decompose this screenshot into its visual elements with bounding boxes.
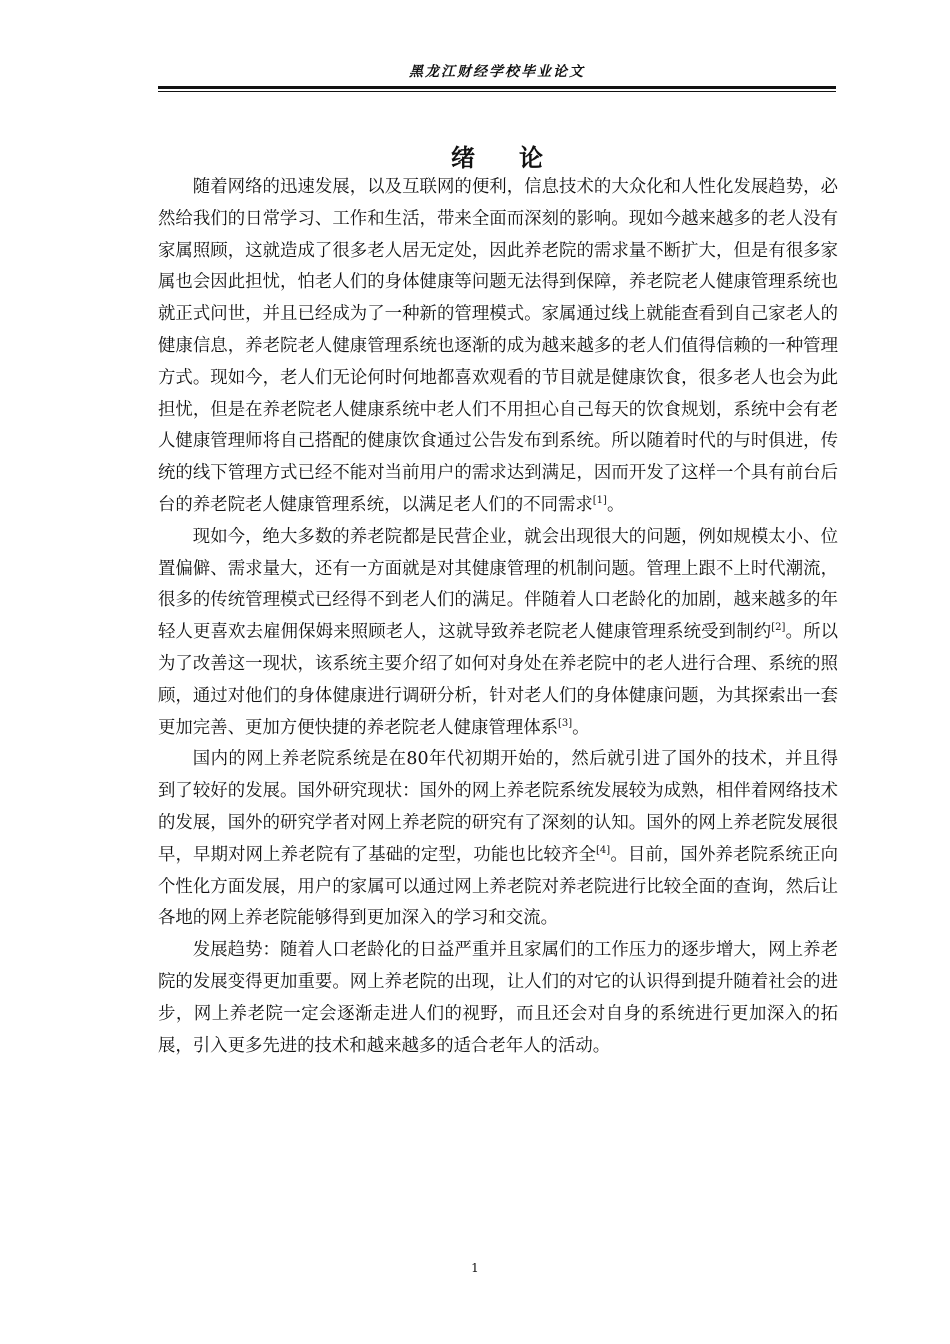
paragraph-1-text: 随着网络的迅速发展，以及互联网的便利，信息技术的大众化和人性化发展趋势，必然给我们的日常学习、工作和生活，带来全面而深刻的影响。现如今越来越多的老人没有家属照顾，这就造成了很多老人居无定处，因此养老院的需求量不断扩大，但是有很多家属也会因此担忧，怕老人们的身体健康等问题无法得到保障，养老院老人健康管理系统也就正式问世，并且已经成为了一种新的管理模式。家属通过线上就能查看到自己家老人的健康信息，养老院老人健康管理系统也逐渐的成为越来越多的老人们值得信赖的一种管理方式。现如今，老人们无论何时何地都喜欢观看的节目就是健康饮食，很多老人也会为此担忧，但是在养老院老人健康系统中老人们不用担心自己每天的饮食规划，系统中会有老人健康管理师将自己搭配的健康饮食通过公告发布到系统。所以随着时代的与时俱进，传统的线下管理方式已经不能对当前用户的需求达到满足，因而开发了这样一个具有前台后台的养老院老人健康管理系统，以满足老人们的不同需求 — [158, 177, 838, 515]
citation-1: [1] — [592, 495, 607, 507]
citation-4: [4] — [596, 844, 611, 856]
header-rule-thick — [158, 86, 836, 89]
chapter-title: 绪论 — [451, 143, 587, 172]
paragraph-1-tail: 。 — [606, 494, 625, 515]
header-rule-thin — [158, 91, 836, 92]
page-number: 1 — [471, 1261, 479, 1275]
citation-2: [2] — [771, 622, 786, 634]
paragraph-3-text: 国内的网上养老院系统是在80年代初期开始的，然后就引进了国外的技术，并且得到了较好的发展。国外研究现状：国外的网上养老院系统发展较为成熟，相伴着网络技术的发展，国外的研究学者对网上养老院的研究有了深刻的认知。国外的网上养老院发展很早，早期对网上养老院有了基础的定型，功能也比较齐全 — [158, 749, 838, 865]
paragraph-2-text: 现如今，绝大多数的养老院都是民营企业，就会出现很大的问题，例如规模太小、位置偏僻、需求量大，还有一方面就是对其健康管理的机制问题。管理上跟不上时代潮流，很多的传统管理模式已经得不到老人们的满足。伴随着人口老龄化的加剧，越来越多的年轻人更喜欢去雇佣保姆来照顾老人，这就导致养老院老人健康管理系统受到制约 — [158, 526, 838, 643]
paragraph-2 — [158, 522, 838, 745]
paragraph-3 — [158, 744, 838, 935]
paragraph-4-text: 发展趋势：随着人口老龄化的日益严重并且家属们的工作压力的逐步增大，网上养老院的发展变得更加重要。网上养老院的出现，让人们的对它的认识得到提升随着社会的进步，网上养老院一定会逐渐走进人们的视野，而且还会对自身的系统进行更加深入的拓展，引入更多先进的技术和越来越多的适合老年人的活动。 — [158, 940, 838, 1056]
paragraph-2-tail-2: 。 — [572, 717, 590, 738]
paragraph-2-tail: 。所以为了改善这一现状，该系统主要介绍了如何对身处在养老院中的老人进行合理、系统的照顾，通过对他们的身体健康进行调研分析，针对老人们的身体健康问题，为其探索出一套更加完善、更加方便快捷的养老院老人健康管理体系 — [158, 622, 838, 738]
citation-3: [3] — [558, 717, 573, 729]
body-text — [158, 172, 838, 1062]
paragraph-4 — [158, 935, 838, 1062]
paragraph-1 — [158, 172, 838, 522]
paragraph-3-tail: 。目前，国外养老院系统正向个性化方面发展，用户的家属可以通过网上养老院对养老院进行比较全面的查询，然后让各地的网上养老院能够得到更加深入的学习和交流。 — [158, 844, 838, 929]
page-header: 黑龙江财经学校毕业论文 — [409, 64, 585, 80]
